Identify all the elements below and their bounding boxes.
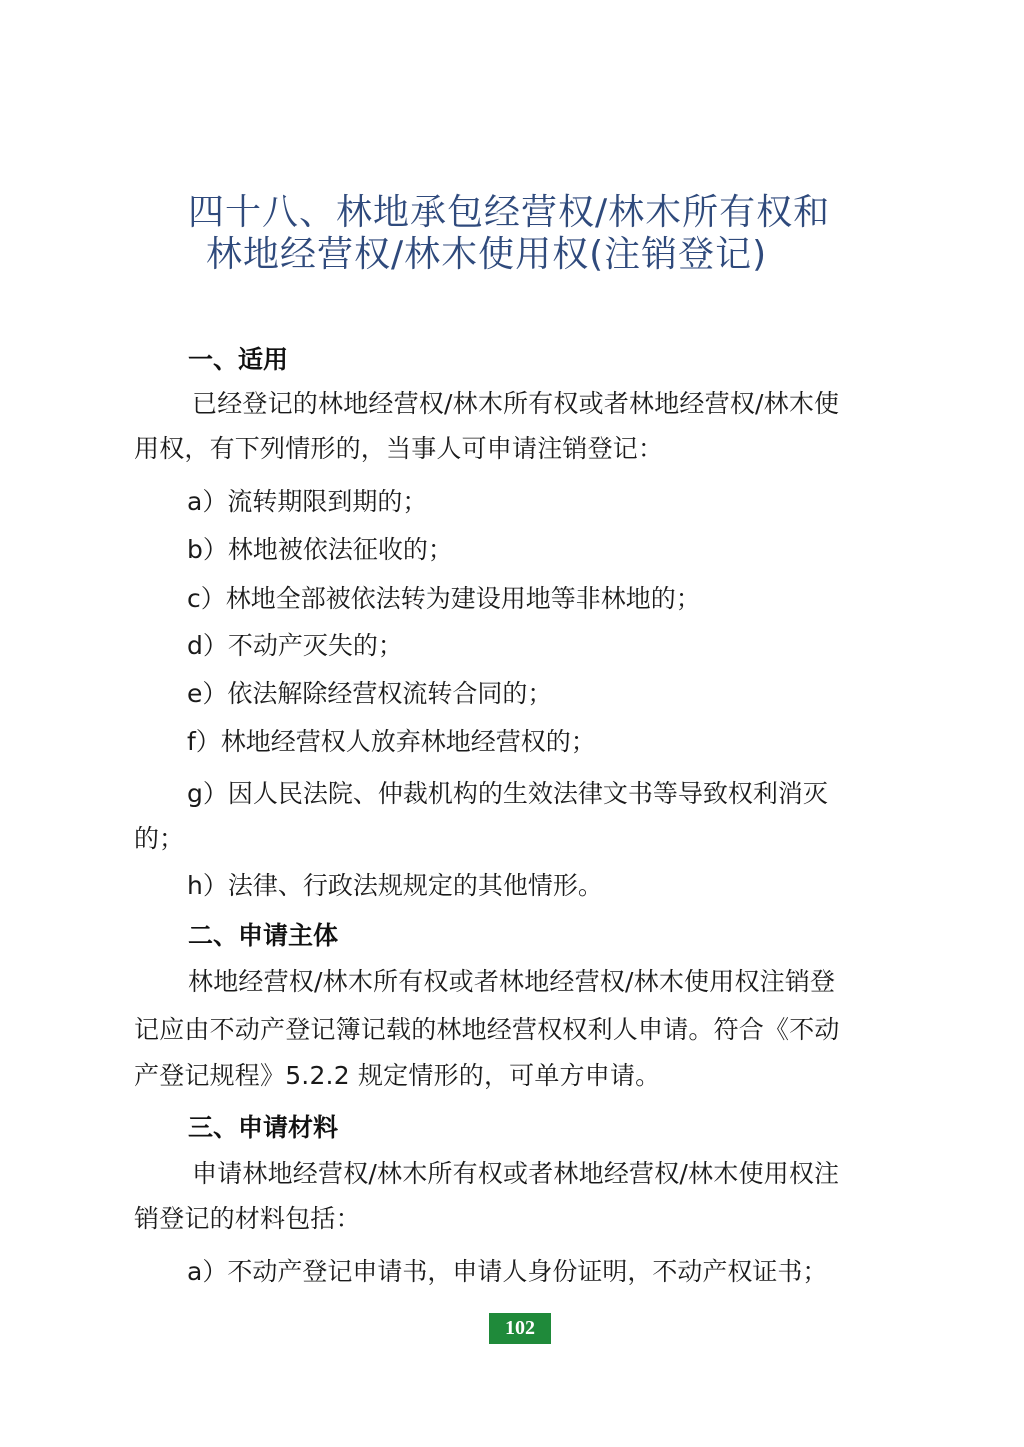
list-item-e: e）依法解除经营权流转合同的；	[187, 679, 553, 708]
paragraph-line: 用权，有下列情形的，当事人可申请注销登记：	[134, 434, 664, 463]
paragraph-line: 记应由不动产登记簿记载的林地经营权权利人申请。符合《不动	[134, 1015, 840, 1044]
list-item-f: f）林地经营权人放弃林地经营权的；	[187, 727, 596, 756]
paragraph-line: 申请林地经营权/林木所有权或者林地经营权/林木使用权注	[192, 1159, 840, 1188]
list-item-b: b）林地被依法征收的；	[187, 535, 453, 564]
paragraph-line: 销登记的材料包括：	[134, 1204, 361, 1233]
page-number-badge: 102	[489, 1313, 551, 1344]
list-item-c: c）林地全部被依法转为建设用地等非林地的；	[187, 584, 701, 613]
list-item-h: h）法律、行政法规规定的其他情形。	[187, 871, 603, 900]
page-title-line-2: 林地经营权/林木使用权(注销登记)	[206, 234, 768, 275]
section-heading-applicability: 一、适用	[188, 345, 289, 374]
section-heading-applicant: 二、申请主体	[188, 921, 339, 950]
list-item-d: d）不动产灭失的；	[187, 631, 403, 660]
materials-item-a: a）不动产登记申请书，申请人身份证明，不动产权证书；	[187, 1257, 828, 1286]
paragraph-line: 林地经营权/林木所有权或者林地经营权/林木使用权注销登	[188, 967, 836, 996]
list-item-g: g）因人民法院、仲裁机构的生效法律文书等导致权利消灭	[187, 779, 828, 808]
paragraph-line: 已经登记的林地经营权/林木所有权或者林地经营权/林木使	[192, 389, 840, 418]
section-heading-materials: 三、申请材料	[188, 1113, 339, 1142]
list-item-a: a）流转期限到期的；	[187, 487, 428, 516]
page-title-line-1: 四十八、林地承包经营权/林木所有权和	[188, 192, 831, 233]
list-item-g-continued: 的；	[134, 824, 185, 853]
paragraph-line: 产登记规程》5.2.2 规定情形的，可单方申请。	[134, 1061, 661, 1090]
